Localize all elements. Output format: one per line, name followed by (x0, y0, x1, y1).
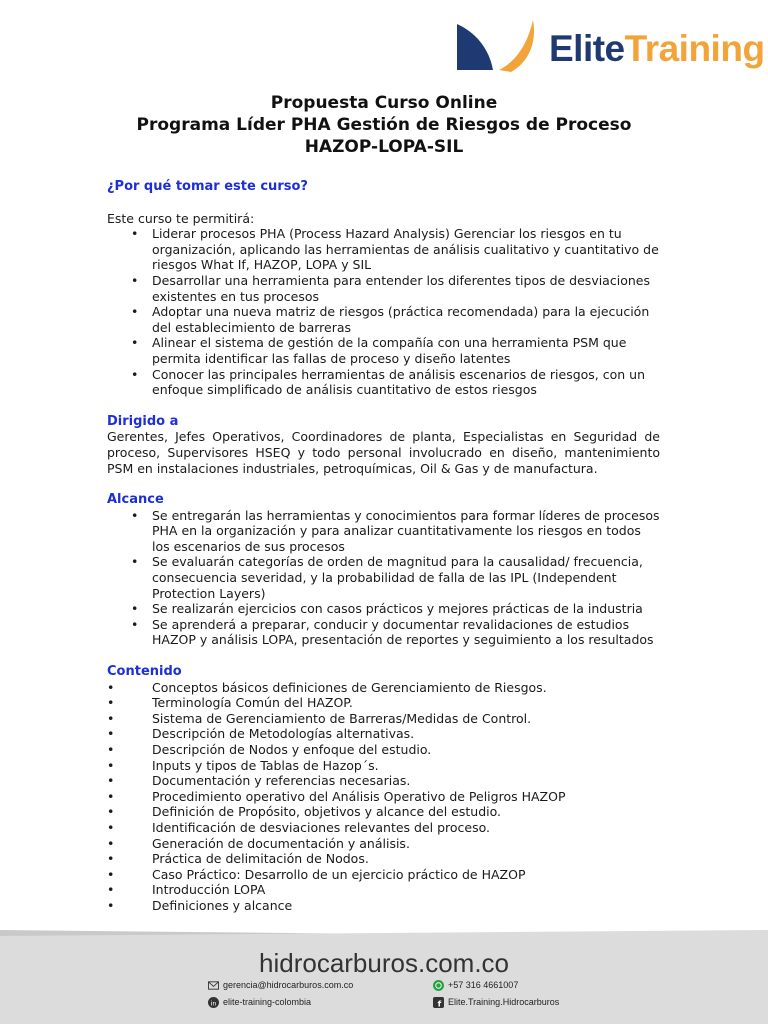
list-item-text: Desarrollar una herramienta para entender los diferentes tipos de desviaciones existentes en tus procesos (152, 272, 650, 304)
section-heading-target: Dirigido a (107, 413, 179, 429)
logo-wordmark (549, 28, 765, 70)
list-item (107, 711, 660, 727)
list-item (107, 226, 660, 273)
bullet: • (131, 366, 139, 382)
list-item-text: Documentación y referencias necesarias. (152, 773, 411, 789)
bullet: • (131, 335, 139, 351)
list-item (107, 680, 660, 696)
footer-whatsapp[interactable] (433, 980, 518, 991)
footer-whatsapp-text: +57 316 4661007 (448, 980, 519, 990)
section-heading-scope: Alcance (107, 492, 164, 508)
logo-sail-icon (455, 18, 545, 78)
list-item-text: Conocer las principales herramientas de análisis escenarios de riesgos, con un enfoque simplificado de análisis cuantitativo de estos riesgos (152, 366, 646, 398)
list-item (107, 820, 660, 836)
footer-website[interactable]: hidrocarburos.com.co (259, 948, 509, 978)
list-item (107, 367, 660, 398)
list-item-text: Se aprenderá a preparar, conducir y documentar revalidaciones de estudios HAZOP y análisis LOPA, presentación de reportes y seguimiento a los resultados (152, 616, 654, 648)
list-item-text: Se entregarán las herramientas y conocimientos para formar líderes de procesos PHA en la organización y para analizar cuantitativamente los riesgos en todos los escenarios de sus procesos (152, 507, 660, 554)
document-body (107, 179, 660, 914)
email-icon (208, 980, 219, 991)
list-item-text: Caso Práctico: Desarrollo de un ejercicio práctico de HAZOP (152, 866, 526, 882)
list-item-text: Definiciones y alcance (152, 897, 293, 913)
bullet: • (107, 788, 115, 804)
bullet: • (131, 272, 139, 288)
bullet: • (107, 897, 115, 913)
bullet: • (107, 835, 115, 851)
list-item (107, 601, 660, 617)
list-item (107, 898, 660, 914)
linkedin-icon (208, 997, 219, 1008)
list-item (107, 773, 660, 789)
list-item (107, 836, 660, 852)
list-item-text: Adoptar una nueva matriz de riesgos (práctica recomendada) para la ejecución del establecimiento de barreras (152, 304, 650, 335)
svg-text:f: f (437, 998, 442, 1009)
svg-text:in: in (210, 999, 217, 1008)
bullet: • (107, 851, 115, 867)
list-item (107, 851, 660, 867)
list-item-text: Descripción de Nodos y enfoque del estudio. (152, 742, 432, 757)
section-scope-list (107, 508, 660, 648)
list-item-text: Se evaluarán categorías de orden de magnitud para la causalidad/ frecuencia, consecuencia severidad, y la probabilidad de falla de las IPL (Independent Protection Layers) (152, 554, 643, 601)
list-item (107, 742, 660, 758)
logo-word-training: Training (624, 28, 765, 69)
list-item-text: Introducción LOPA (152, 882, 266, 898)
bullet: • (107, 757, 115, 773)
bullet: • (107, 695, 115, 711)
bullet: • (131, 616, 139, 632)
list-item-text: Alinear el sistema de gestión de la compañía con una herramienta PSM que permita identificar las fallas de proceso y diseño latentes (152, 335, 627, 366)
page-footer (0, 930, 768, 1024)
list-item (107, 617, 660, 648)
bullet: • (107, 804, 115, 820)
bullet: • (107, 819, 115, 835)
list-item (107, 882, 660, 898)
document-title-block (0, 92, 768, 158)
bullet: • (107, 742, 115, 757)
title-line-2: Programa Líder PHA Gestión de Riesgos de Proceso (136, 115, 632, 135)
section-target-text: Gerentes, Jefes Operativos, Coordinadores de planta, Especialistas en Seguridad de proceso, Supervisores HSEQ y todo personal involucrado en diseño, mantenimiento PSM en instalaciones industriales, petroquímicas, Oil & Gas y de manufactura. (107, 429, 660, 476)
section-content-list (107, 680, 660, 914)
footer-linkedin-text: elite-training-colombia (223, 997, 312, 1007)
list-item-text: Liderar procesos PHA (Process Hazard Analysis) Gerenciar los riesgos en tu organización, aplicando las herramientas de análisis cualitativo y cuantitativo de riesgos What If, HAZOP, LOPA y SIL (152, 226, 659, 273)
bullet: • (131, 226, 139, 242)
title-line-1: Propuesta Curso Online (270, 93, 498, 113)
list-item (107, 758, 660, 774)
list-item-text: Descripción de Metodologías alternativas. (152, 726, 415, 742)
bullet: • (131, 554, 139, 570)
section-heading-content: Contenido (107, 664, 182, 680)
title-line-3: HAZOP-LOPA-SIL (304, 137, 464, 157)
list-item-text: Sistema de Gerenciamiento de Barreras/Medidas de Control. (152, 710, 532, 726)
list-item (107, 789, 660, 805)
bullet: • (131, 507, 139, 523)
bullet: • (131, 304, 139, 320)
footer-linkedin[interactable] (208, 997, 311, 1008)
list-item-text: Procedimiento operativo del Análisis Operativo de Peligros HAZOP (152, 788, 566, 804)
facebook-icon (433, 997, 444, 1008)
section-why-list (107, 226, 660, 398)
list-item-text: Se realizarán ejercicios con casos prácticos y mejores prácticas de la industria (152, 601, 643, 617)
list-item-text: Identificación de desviaciones relevantes del proceso. (152, 819, 491, 835)
list-item-text: Conceptos básicos definiciones de Gerenciamiento de Riesgos. (152, 679, 547, 695)
bullet: • (107, 710, 115, 726)
list-item-text: Definición de Propósito, objetivos y alcance del estudio. (152, 804, 502, 820)
list-item-text: Práctica de delimitación de Nodos. (152, 851, 369, 867)
section-why-intro: Este curso te permitirá: (107, 210, 255, 226)
list-item (107, 695, 660, 711)
bullet: • (107, 773, 115, 789)
list-item-text: Inputs y tipos de Tablas de Hazop´s. (152, 757, 379, 773)
footer-email[interactable] (208, 980, 353, 991)
list-item (107, 804, 660, 820)
list-item (107, 867, 660, 883)
list-item (107, 304, 660, 335)
list-item-text: Terminología Común del HAZOP. (152, 695, 353, 711)
bullet: • (107, 882, 115, 898)
footer-facebook-text: Elite.Training.Hidrocarburos (448, 997, 560, 1007)
whatsapp-icon (433, 980, 444, 991)
logo-word-elite: Elite (549, 28, 625, 69)
section-heading-why: ¿Por qué tomar este curso? (107, 179, 308, 194)
footer-facebook[interactable] (433, 997, 559, 1008)
bullet: • (131, 601, 139, 617)
footer-email-text: gerencia@hidrocarburos.com.co (223, 980, 354, 990)
list-item (107, 335, 660, 366)
list-item (107, 508, 660, 555)
bullet: • (107, 866, 115, 882)
elite-training-logo (455, 18, 765, 78)
list-item-text: Generación de documentación y análisis. (152, 835, 410, 851)
bullet: • (107, 726, 115, 742)
list-item (107, 273, 660, 304)
bullet: • (107, 679, 115, 695)
list-item (107, 726, 660, 742)
list-item (107, 554, 660, 601)
